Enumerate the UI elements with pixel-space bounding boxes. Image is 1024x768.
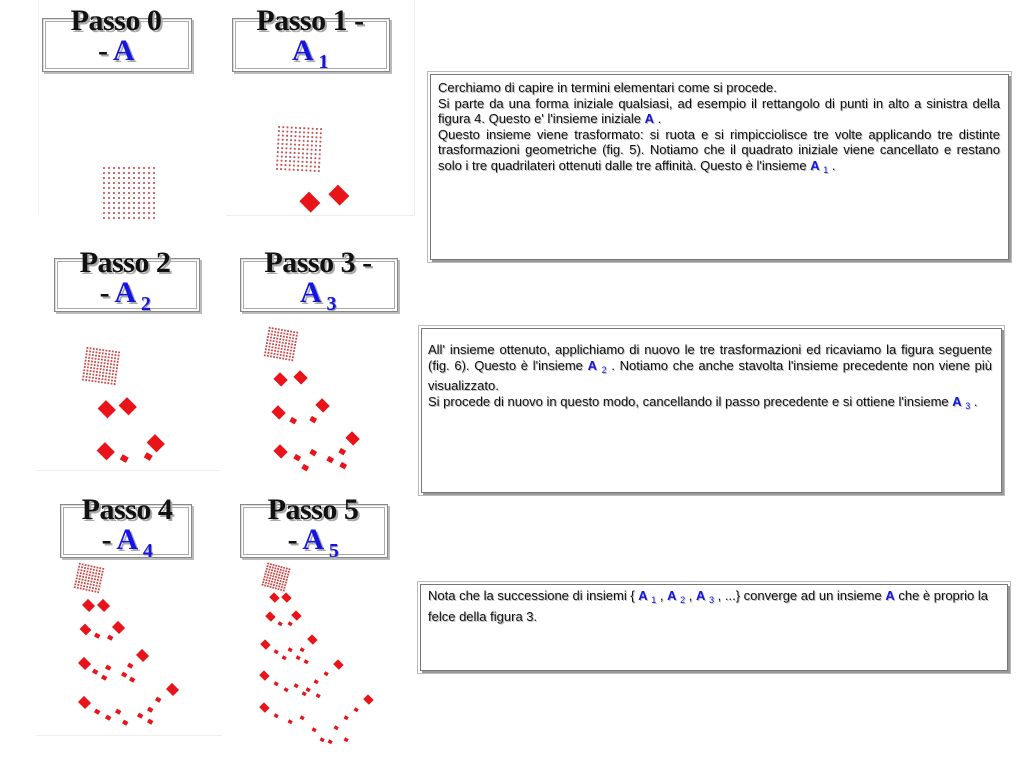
fractal-piece <box>312 727 317 732</box>
set-symbol: A <box>587 357 597 373</box>
step-5-dash: - <box>287 523 303 556</box>
step-2-dash: - <box>99 276 115 309</box>
fractal-piece <box>112 621 125 634</box>
fractal-piece <box>107 635 113 641</box>
fractal-piece <box>288 719 293 724</box>
set-symbol: A <box>952 393 962 409</box>
step-5-title-line1: Passo 5 <box>267 493 359 526</box>
fractal-piece <box>259 670 269 680</box>
fractal-piece <box>121 672 127 678</box>
set-symbol: A <box>696 588 706 603</box>
fractal-piece <box>300 715 305 720</box>
step-0-title-line1: Passo 0 <box>70 4 162 37</box>
set-symbol: A <box>810 157 820 173</box>
fractal-piece <box>274 649 279 654</box>
fractal-piece <box>274 713 279 718</box>
fractal-piece <box>127 663 133 669</box>
set-symbol: A <box>114 276 134 309</box>
fractal-piece <box>147 707 153 713</box>
set-symbol: A <box>638 588 648 603</box>
step-0-dash: - <box>97 34 113 67</box>
fractal-piece <box>78 696 91 709</box>
step-4-dash: - <box>101 523 117 556</box>
set-subscript: 2 <box>680 595 686 605</box>
fractal-piece <box>363 694 373 704</box>
fractal-piece <box>339 462 347 469</box>
set-symbol: A <box>299 276 320 309</box>
set-symbol: A <box>116 523 136 556</box>
transformed-grid <box>261 562 290 591</box>
fractal-piece <box>293 454 301 461</box>
set-subscript: 4 <box>142 540 153 562</box>
fractal-piece <box>307 634 317 644</box>
set-symbol: A <box>667 588 677 603</box>
fractal-piece <box>94 633 100 639</box>
fractal-piece <box>129 677 135 683</box>
paragraph: All' insieme ottenuto, applichiamo di nuovo le tre trasformazioni ed ricaviamo la figura seguente (fig. 6). Questo è l'insieme A $_2$ . Notiamo che anche stavolta l'insieme precedente non viene più visualizzato. <box>428 342 992 393</box>
fractal-piece <box>119 397 137 415</box>
fractal-piece <box>293 370 307 384</box>
fractal-piece <box>147 434 165 452</box>
fractal-piece <box>259 702 269 712</box>
paragraph: Questo insieme viene trasformato: si ruota e si rimpicciolisce tre volte applicando tre distinte trasformazioni geometriche (fig. 5). Notiamo che il quadrato iniziale viene cancellato e restano solo i tre quadrilateri ottenuti dalle tre affinità. Questo è l'insieme A $_1$ . <box>438 126 1000 175</box>
fractal-piece <box>326 456 334 463</box>
explanation-text-3: Nota che la successione di insiemi { A $_1$ , A $_2$ , A $_3$ , ...} converge ad un insieme A che è proprio la felce della figura 3. <box>428 588 988 624</box>
fractal-piece <box>282 655 287 660</box>
set-symbol: A <box>291 34 312 67</box>
fractal-piece <box>304 659 309 664</box>
fractal-piece <box>309 416 317 423</box>
fractal-piece <box>273 444 287 458</box>
fractal-piece <box>316 693 321 698</box>
fractal-piece <box>334 725 339 730</box>
paragraph: Si parte da una forma iniziale qualsiasi, ad esempio il rettangolo di punti in alto a sinistra della figura 4. Questo e' l'insieme iniziale A . <box>438 95 1000 126</box>
fractal-piece <box>147 719 153 725</box>
paragraph: Cerchiamo di capire in termini elementari come si procede. <box>438 80 777 95</box>
fractal-piece <box>281 592 291 602</box>
fractal-piece <box>271 405 285 419</box>
set-symbol: A <box>112 34 134 67</box>
step-3-title-line1: Passo 3 - <box>264 246 372 279</box>
fractal-piece <box>320 737 325 742</box>
set-subscript: 3 <box>326 293 336 315</box>
fractal-piece <box>105 715 111 721</box>
fractal-piece <box>78 657 91 670</box>
set-symbol: A <box>302 523 322 556</box>
fractal-piece <box>324 671 329 676</box>
fractal-piece <box>274 681 279 686</box>
fractal-piece <box>105 665 111 671</box>
fractal-piece <box>122 720 128 726</box>
transformed-grid <box>74 563 105 594</box>
fractal-piece <box>80 624 92 636</box>
fractal-piece <box>82 599 95 612</box>
fractal-piece <box>296 655 301 660</box>
fractal-piece <box>97 599 110 612</box>
set-subscript: 2 <box>140 293 151 315</box>
fractal-piece <box>333 659 343 669</box>
fractal-piece <box>269 592 279 602</box>
fractal-piece <box>137 713 143 719</box>
transformed-grid <box>82 347 120 385</box>
fractal-piece <box>273 372 287 386</box>
fractal-piece <box>328 739 333 744</box>
fractal-piece <box>344 715 349 720</box>
paragraph: Si procede di nuovo in questo modo, cancellando il passo precedente e si ottiene l'insieme A $_3$ . <box>428 393 978 411</box>
fractal-piece <box>345 431 359 445</box>
set-symbol: A <box>885 588 895 603</box>
fractal-piece <box>120 454 129 463</box>
set-subscript: 1 <box>318 51 328 73</box>
set-symbol: A <box>644 111 654 126</box>
fractal-piece <box>309 449 317 456</box>
fractal-piece <box>328 185 349 206</box>
fractal-piece <box>306 687 311 692</box>
fractal-piece <box>291 610 301 620</box>
step-4-title-line1: Passo 4 <box>81 493 173 526</box>
fractal-piece <box>315 398 329 412</box>
explanation-text-1 <box>438 80 1000 178</box>
fractal-piece <box>136 649 149 662</box>
set-subscript: 1 <box>823 164 829 175</box>
fractal-piece <box>288 647 293 652</box>
set-subscript: 1 <box>651 595 657 605</box>
fractal-piece <box>300 647 305 652</box>
set-subscript: 3 <box>709 595 715 605</box>
fractal-piece <box>97 442 115 460</box>
fractal-piece <box>344 737 349 742</box>
fractal-piece <box>299 192 320 213</box>
transformed-grid <box>276 126 322 172</box>
fractal-piece <box>314 679 319 684</box>
fractal-piece <box>302 691 307 696</box>
fractal-piece <box>284 687 289 692</box>
set-subscript: 5 <box>328 540 339 562</box>
fractal-piece <box>166 683 179 696</box>
fractal-piece <box>98 400 116 418</box>
fractal-piece <box>294 683 299 688</box>
fractal-piece <box>101 675 107 681</box>
fractal-piece <box>301 464 309 471</box>
fractal-piece <box>288 621 293 626</box>
transformed-grid <box>264 327 299 362</box>
set-subscript: 2 <box>601 364 607 375</box>
explanation-text-2 <box>428 342 992 414</box>
fractal-piece <box>92 669 98 675</box>
set-subscript: 3 <box>965 400 971 411</box>
fractal-piece <box>338 448 346 455</box>
fractal-piece <box>115 709 121 715</box>
step-1-title-line1: Passo 1 - <box>256 4 364 37</box>
fractal-piece <box>289 417 297 424</box>
initial-square-grid <box>103 167 155 219</box>
fractal-piece <box>265 611 275 621</box>
fractal-piece <box>94 709 100 715</box>
fractal-piece <box>144 452 153 461</box>
fractal-piece <box>260 639 270 649</box>
step-2-title-line1: Passo 2 <box>79 246 171 279</box>
fractal-piece <box>155 697 161 703</box>
fractal-piece <box>278 621 283 626</box>
fractal-piece <box>354 707 359 712</box>
